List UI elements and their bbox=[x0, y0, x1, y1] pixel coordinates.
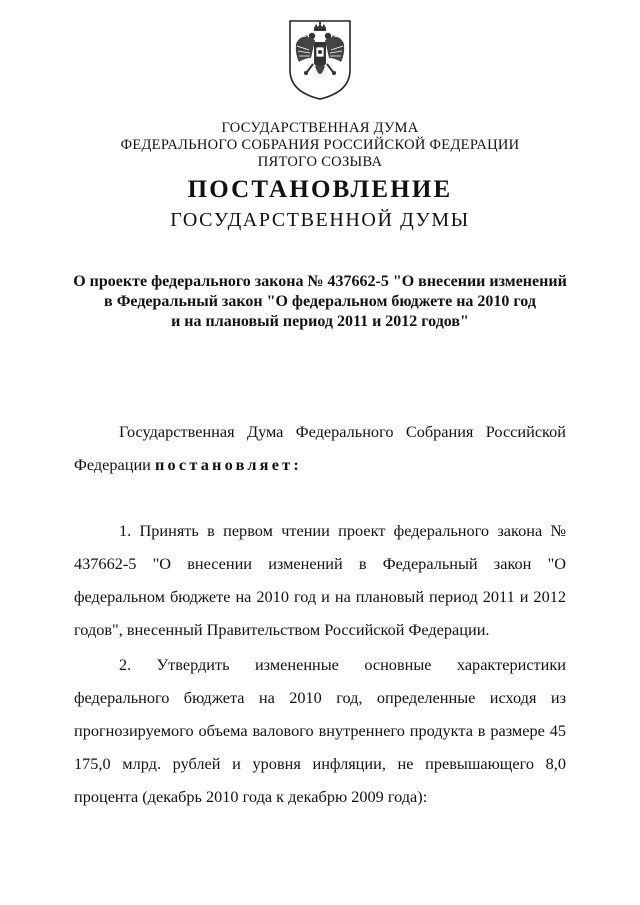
header-line-2: ФЕДЕРАЛЬНОГО СОБРАНИЯ РОССИЙСКОЙ ФЕДЕРАЦИИ bbox=[120, 137, 520, 153]
subject-line-3: и на плановый период 2011 и 2012 годов" bbox=[171, 313, 469, 330]
intro-text: Государственная Дума Федерального Собрания Российской Федерации bbox=[74, 422, 566, 474]
intro-paragraph bbox=[74, 415, 566, 481]
coat-of-arms-emblem bbox=[287, 18, 353, 102]
document-subtitle: ГОСУДАРСТВЕННОЙ ДУМЫ bbox=[170, 209, 470, 231]
issuer-header bbox=[0, 120, 640, 171]
header-line-1: ГОСУДАРСТВЕННАЯ ДУМА bbox=[221, 120, 419, 136]
item-1-paragraph: 1. Принять в первом чтении проект федерального закона № 437662-5 "О внесении изменений в Федеральный закон "О федеральном бюджете на 2010 год и на плановый период 2011 и 2012 годов", внесенный Правительством Российской Федерации. bbox=[74, 521, 566, 639]
document-title: ПОСТАНОВЛЕНИЕ bbox=[187, 176, 453, 203]
header-line-3: ПЯТОГО СОЗЫВА bbox=[257, 154, 383, 170]
subject-line-1: О проекте федерального закона № 437662-5 "О внесении изменений bbox=[73, 273, 567, 290]
subject-line-2: в Федеральный закон "О федеральном бюджете на 2010 год bbox=[104, 293, 536, 310]
intro-emphasis: постановляет: bbox=[154, 455, 302, 474]
document-subject bbox=[0, 272, 640, 332]
item-2-paragraph: 2. Утвердить измененные основные характеристики федерального бюджета на 2010 год, определенные исходя из прогнозируемого объема валового внутреннего продукта в размере 45 175,0 млрд. рублей и уровня инфляции, не превышающего 8,0 процента (декабрь 2010 года к декабрю 2009 года): bbox=[74, 655, 566, 806]
